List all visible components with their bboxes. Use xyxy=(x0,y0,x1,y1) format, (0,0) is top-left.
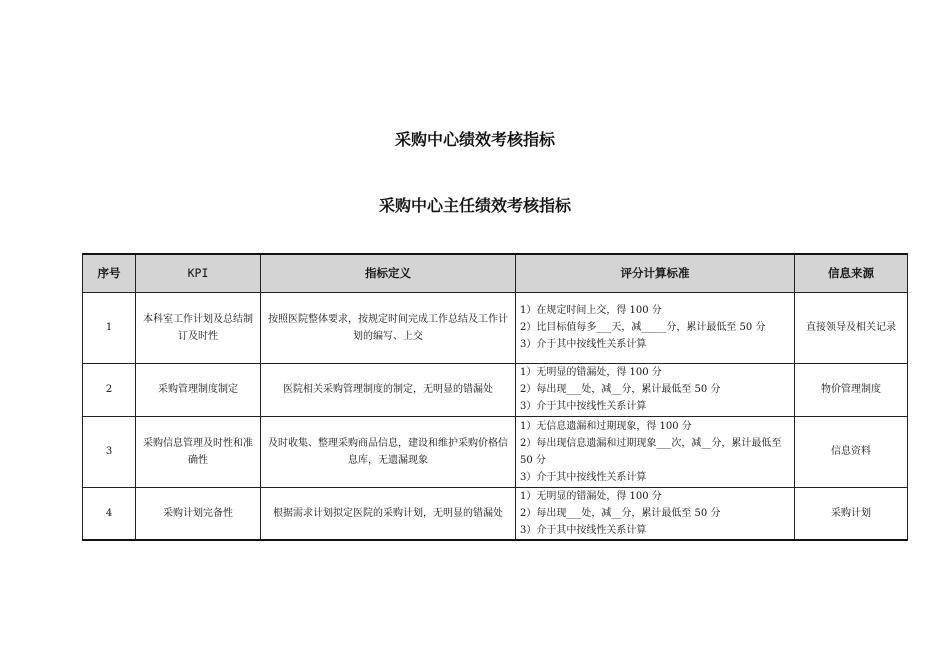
standard-line: 2）每出现___处，减__分，累计最低至 50 分 xyxy=(520,507,721,519)
standard-line: 2）比目标值每多___天，减_____分，累计最低至 50 分 xyxy=(520,322,766,333)
row-definition: 根据需求计划拟定医院的采购计划，无明显的错漏处 xyxy=(261,487,516,540)
table-title: 采购中心主任绩效考核指标 xyxy=(378,196,571,215)
standard-line: 3）介于其中按线性关系计算 xyxy=(520,524,647,536)
row-definition: 及时收集、整理采购商品信息，建设和维护采购价格信息库，无遗漏现象 xyxy=(261,416,516,487)
table-row xyxy=(83,292,908,363)
kpi-table xyxy=(82,253,908,541)
standard-line: 1）无明显的错漏处，得 100 分 xyxy=(520,490,662,502)
header-standard: 评分计算标准 xyxy=(516,254,795,292)
header-source: 信息来源 xyxy=(795,254,908,292)
row-seq: 3 xyxy=(83,416,136,487)
row-definition: 按照医院整体要求，按规定时间完成工作总结及工作计划的编写、上交 xyxy=(261,292,516,363)
standard-line: 3）介于其中按线性关系计算 xyxy=(520,471,647,483)
row-source: 信息资料 xyxy=(795,416,908,487)
row-standard xyxy=(516,487,795,540)
table-row xyxy=(83,363,908,416)
row-seq: 2 xyxy=(83,363,136,416)
row-source: 物价管理制度 xyxy=(795,363,908,416)
row-kpi: 本科室工作计划及总结制订及时性 xyxy=(136,292,261,363)
header-definition: 指标定义 xyxy=(261,254,516,292)
table-row xyxy=(83,487,908,540)
row-standard xyxy=(516,416,795,487)
row-source: 直接领导及相关记录 xyxy=(795,292,908,363)
row-seq: 1 xyxy=(83,292,136,363)
table-header-row xyxy=(83,254,908,292)
standard-line: 1）在规定时间上交，得 100 分 xyxy=(520,305,662,316)
row-kpi: 采购信息管理及时性和准确性 xyxy=(136,416,261,487)
standard-line: 1）无明显的错漏处，得 100 分 xyxy=(520,367,662,378)
standard-line: 2）每出现信息遗漏和过期现象___次，减__分，累计最低至 50 分 xyxy=(520,437,782,466)
row-kpi: 采购计划完备性 xyxy=(136,487,261,540)
standard-line: 2）每出现___处，减__分，累计最低至 50 分 xyxy=(520,384,721,395)
table-row xyxy=(83,416,908,487)
page-title: 采购中心绩效考核指标 xyxy=(394,130,555,149)
row-standard xyxy=(516,292,795,363)
header-seq: 序号 xyxy=(83,254,136,292)
standard-line: 3）介于其中按线性关系计算 xyxy=(520,401,647,412)
row-source: 采购计划 xyxy=(795,487,908,540)
row-seq: 4 xyxy=(83,487,136,540)
row-kpi: 采购管理制度制定 xyxy=(136,363,261,416)
header-kpi: KPI xyxy=(136,254,261,292)
standard-line: 3）介于其中按线性关系计算 xyxy=(520,339,647,350)
standard-line: 1）无信息遗漏和过期现象，得 100 分 xyxy=(520,420,692,432)
row-standard xyxy=(516,363,795,416)
row-definition: 医院相关采购管理制度的制定，无明显的错漏处 xyxy=(261,363,516,416)
